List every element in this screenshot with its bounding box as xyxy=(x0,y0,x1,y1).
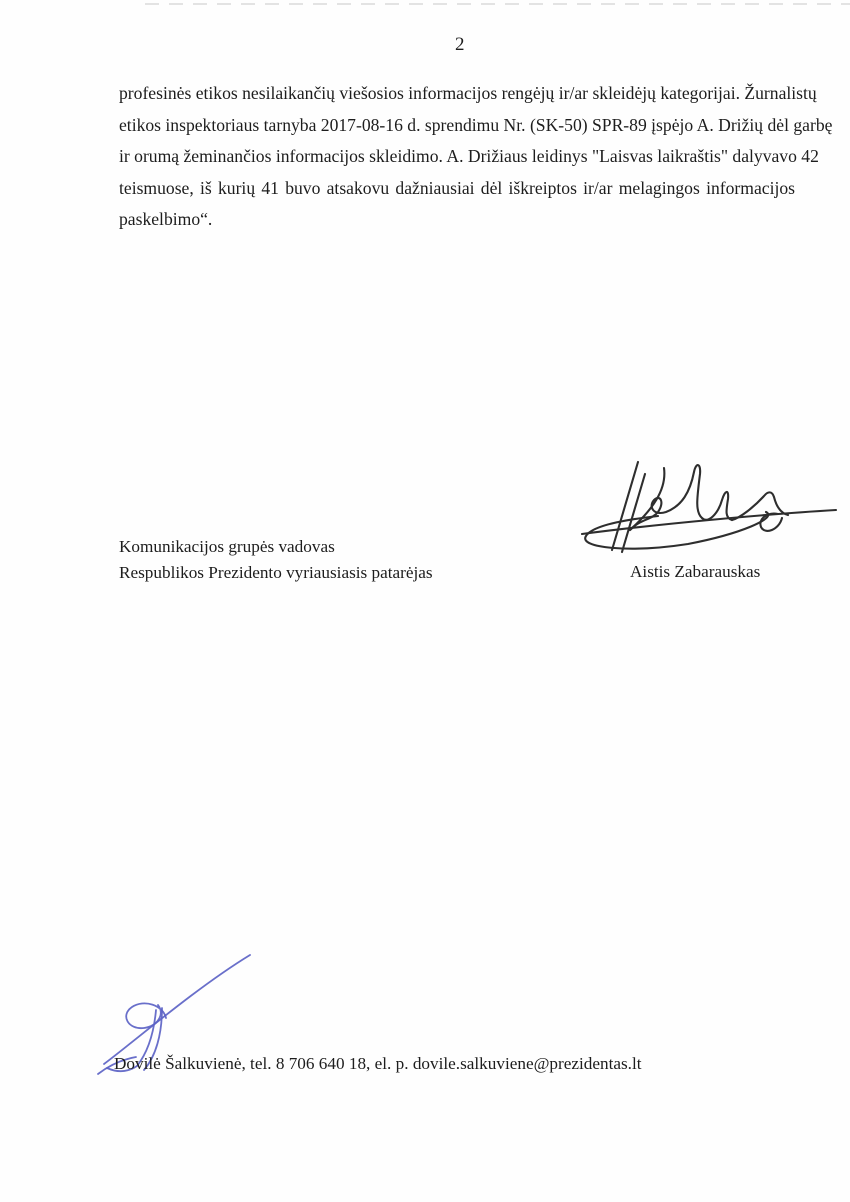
signer-title-line: Respublikos Prezidento vyriausiasis patarėjas xyxy=(119,562,433,582)
scan-artifact-line xyxy=(145,3,850,5)
paragraph-line: etikos inspektoriaus tarnyba 2017-08-16 d. sprendimu Nr. (SK-50) SPR-89 įspėjo A. Drižių dėl garbę xyxy=(119,114,833,135)
signer-name: Aistis Zabarauskas xyxy=(630,562,761,581)
body-paragraph xyxy=(119,78,833,236)
signer-title-line: Komunikacijos grupės vadovas xyxy=(119,537,335,556)
paragraph-line: teismuose, iš kurių 41 buvo atsakovu dažniausiai dėl iškreiptos ir/ar melagingos informacijos xyxy=(119,177,795,198)
signer-titles xyxy=(119,534,433,585)
handwritten-signature-black-icon xyxy=(568,452,850,566)
paragraph-line: profesinės etikos nesilaikančių viešosios informacijos rengėjų ir/ar skleidėjų kategorijai. Žurnalistų xyxy=(119,83,817,103)
footer-contact: Dovilė Šalkuvienė, tel. 8 706 640 18, el. p. dovile.salkuviene@prezidentas.lt xyxy=(114,1054,642,1073)
paragraph-line: paskelbimo“. xyxy=(119,209,213,230)
paragraph-line: ir orumą žeminančios informacijos skleidimo. A. Drižiaus leidinys "Laisvas laikraštis" dalyvavo 42 xyxy=(119,146,819,167)
page-number: 2 xyxy=(455,34,465,55)
